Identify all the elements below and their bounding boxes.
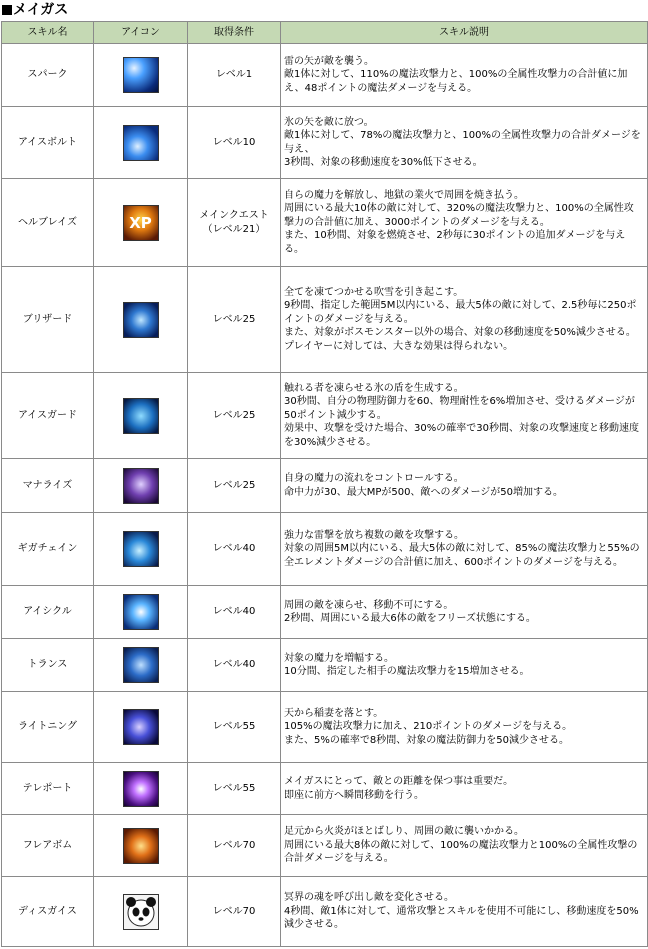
skill-name: アイスガード — [2, 373, 94, 459]
description-line: 天から稲妻を落とす。 — [284, 707, 384, 719]
skill-icon-cell — [94, 815, 188, 877]
skill-condition: レベル40 — [188, 513, 281, 586]
skill-name: マナライズ — [2, 459, 94, 513]
description-line: 冥界の魂を呼び出し敵を変化させる。 — [284, 892, 454, 904]
description-line: 4秒間、敵1体に対して、通常攻撃とスキルを使用不可能にし、移動速度を50%減少させる。 — [284, 905, 639, 931]
skill-description — [281, 877, 648, 947]
skill-condition: レベル10 — [188, 107, 281, 179]
table-row — [2, 639, 648, 692]
description-line: 自身の魔力の流れをコントロールする。 — [284, 473, 464, 484]
skill-icon-cell — [94, 763, 188, 815]
giga-chain-icon — [123, 531, 159, 567]
description-line: 30秒間、自分の物理防御力を60、物理耐性を6%増加させ、受けるダメージが50ポイント減少する。 — [284, 396, 635, 421]
skill-condition: レベル40 — [188, 586, 281, 639]
blizzard-icon — [123, 302, 159, 338]
description-line: 強力な雷撃を放ち複数の敵を攻撃する。 — [284, 529, 464, 541]
ice-bolt-icon — [123, 125, 159, 161]
skill-condition: レベル55 — [188, 692, 281, 763]
description-line: 触れる者を凍らせる氷の盾を生成する。 — [284, 382, 464, 394]
spark-icon — [123, 57, 159, 93]
skill-description — [281, 586, 648, 639]
table-row — [2, 586, 648, 639]
table-row — [2, 459, 648, 513]
description-line: 敵1体に対して、78%の魔法攻撃力と、100%の全属性攻撃力の合計ダメージを与え、 — [284, 130, 641, 155]
panda-icon — [123, 894, 159, 930]
description-line: 105%の魔法攻撃力に加え、210ポイントのダメージを与える。 — [284, 721, 573, 733]
skill-condition: レベル1 — [188, 44, 281, 107]
table-row — [2, 763, 648, 815]
description-line: また、対象がボスモンスター以外の場合、対象の移動速度を50%減少させる。 — [284, 327, 636, 339]
skill-icon-cell — [94, 107, 188, 179]
skill-name: トランス — [2, 639, 94, 692]
description-line: 足元から火炎がほとばしり、周囲の敵に襲いかかる。 — [284, 826, 524, 838]
icicle-icon — [123, 594, 159, 630]
skill-name: アイシクル — [2, 586, 94, 639]
description-line: 全てを凍てつかせる吹雪を引き起こす。 — [284, 286, 464, 298]
skill-condition: レベル25 — [188, 267, 281, 373]
description-line: 効果中、攻撃を受けた場合、30%の確率で30秒間、対象の攻撃速度と移動速度を30%減少させる。 — [284, 423, 639, 448]
hell-blaze-icon — [123, 205, 159, 241]
description-line: また、10秒間、対象を燃焼させ、2秒毎に30ポイントの追加ダメージを与える。 — [284, 230, 626, 255]
skill-icon-cell — [94, 513, 188, 586]
skill-rows — [2, 44, 648, 947]
skill-condition: レベル25 — [188, 373, 281, 459]
skill-name: スパーク — [2, 44, 94, 107]
table-row — [2, 877, 648, 947]
skill-description — [281, 639, 648, 692]
skill-description — [281, 815, 648, 877]
skill-description — [281, 459, 648, 513]
description-line: 9秒間、指定した範囲5M以内にいる、最大5体の敵に対して、2.5秒毎に250ポイントのダメージを与える。 — [284, 300, 637, 325]
description-line: 雷の矢が敵を襲う。 — [284, 55, 374, 67]
description-line: 周囲の敵を凍らせ、移動不可にする。 — [284, 599, 454, 611]
ice-guard-icon — [123, 398, 159, 434]
skill-name: ブリザード — [2, 267, 94, 373]
skill-icon-cell — [94, 877, 188, 947]
skill-icon-cell — [94, 267, 188, 373]
description-line: メイガスにとって、敵との距離を保つ事は重要だ。 — [284, 776, 514, 787]
description-line: 周囲にいる最大10体の敵に対して、320%の魔法攻撃力と、100%の全属性攻撃力の合計値に加え、3000ポイントのダメージを与える。 — [284, 203, 634, 228]
skill-condition: レベル70 — [188, 815, 281, 877]
skill-description — [281, 179, 648, 267]
table-header-row — [2, 22, 648, 44]
description-line: 自らの魔力を解放し、地獄の業火で周囲を焼き払う。 — [284, 189, 524, 201]
skill-description — [281, 763, 648, 815]
header-skill-name: スキル名 — [2, 22, 94, 44]
table-row — [2, 267, 648, 373]
skill-condition: メインクエスト （レベル21） — [188, 179, 281, 267]
skill-table — [1, 21, 648, 947]
skill-description — [281, 44, 648, 107]
table-row — [2, 692, 648, 763]
square-bullet-icon — [2, 5, 12, 15]
description-line: 周囲にいる最大8体の敵に対して、100%の魔法攻撃力と100%の全属性攻撃の合計ダメージを与える。 — [284, 839, 638, 865]
description-line: 即座に前方へ瞬間移動を行う。 — [284, 789, 424, 801]
skill-icon-cell — [94, 179, 188, 267]
skill-icon-cell — [94, 692, 188, 763]
description-line: 対象の魔力を増幅する。 — [284, 652, 394, 664]
skill-name: ギガチェイン — [2, 513, 94, 586]
description-line: 命中力が30、最大MPが500、敵へのダメージが50増加する。 — [284, 486, 563, 498]
icon-label: XP — [129, 213, 152, 232]
trance-icon — [123, 647, 159, 683]
skill-icon-cell — [94, 459, 188, 513]
page-title: メイガス — [2, 0, 68, 20]
lightning-icon — [123, 709, 159, 745]
description-line: 3秒間、対象の移動速度を30%低下させる。 — [284, 157, 483, 168]
skill-name: フレアボム — [2, 815, 94, 877]
description-line: 敵1体に対して、110%の魔法攻撃力と、100%の全属性攻撃力の合計値に加え、48ポイントの魔法ダメージを与える。 — [284, 69, 628, 94]
skill-icon-cell — [94, 373, 188, 459]
skill-description — [281, 513, 648, 586]
skill-description — [281, 373, 648, 459]
skill-description — [281, 267, 648, 373]
table-row — [2, 513, 648, 586]
description-line: 対象の周囲5M以内にいる、最大5体の敵に対して、85%の魔法攻撃力と55%の全エレメントダメージの合計値に加え、600ポイントのダメージを与える。 — [284, 543, 640, 568]
skill-icon-cell — [94, 44, 188, 107]
table-row — [2, 44, 648, 107]
description-line: また、5%の確率で8秒間、対象の魔法防御力を50減少させる。 — [284, 734, 569, 746]
skill-description — [281, 107, 648, 179]
description-line: 氷の矢を敵に放つ。 — [284, 116, 374, 128]
skill-condition: レベル40 — [188, 639, 281, 692]
skill-name: アイスボルト — [2, 107, 94, 179]
skill-icon-cell — [94, 586, 188, 639]
description-line: 2秒間、周囲にいる最大6体の敵をフリーズ状態にする。 — [284, 613, 536, 624]
skill-name: ディスガイス — [2, 877, 94, 947]
skill-name: ヘルブレイズ — [2, 179, 94, 267]
header-description: スキル説明 — [281, 22, 648, 44]
table-row — [2, 107, 648, 179]
header-condition: 取得条件 — [188, 22, 281, 44]
skill-name: ライトニング — [2, 692, 94, 763]
description-line: プレイヤーに対しては、大きな効果は得られない。 — [284, 340, 514, 352]
table-row — [2, 179, 648, 267]
skill-description — [281, 692, 648, 763]
teleport-icon — [123, 771, 159, 807]
skill-condition: レベル25 — [188, 459, 281, 513]
flare-bomb-icon — [123, 828, 159, 864]
manarise-icon — [123, 468, 159, 504]
table-row — [2, 815, 648, 877]
skill-icon-cell — [94, 639, 188, 692]
table-row — [2, 373, 648, 459]
description-line: 10分間、指定した相手の魔法攻撃力を15増加させる。 — [284, 666, 530, 677]
skill-condition: レベル55 — [188, 763, 281, 815]
skill-name: テレポート — [2, 763, 94, 815]
header-icon: アイコン — [94, 22, 188, 44]
skill-condition: レベル70 — [188, 877, 281, 947]
